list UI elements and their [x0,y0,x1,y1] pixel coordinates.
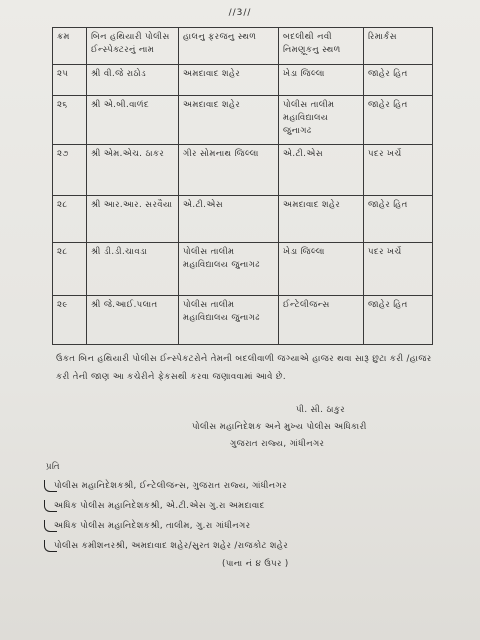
cell-remarks: જાહેર હિત [364,96,433,145]
cell-serial: ૨૮ [53,196,87,243]
signatory-place: ગુજરાત રાજ્ય, ગાંધીનગર [230,439,325,449]
handwritten-tick-icon [44,480,57,492]
cell-serial: ૨૭ [53,145,87,196]
table-row [53,65,433,96]
cell-serial: ૨૮ [53,243,87,296]
table-row [53,243,433,296]
handwritten-tick-icon [44,500,57,512]
list-item [54,496,434,516]
cell-officer-name: શ્રી આર.આર. સરવૈયા [87,196,179,243]
cell-officer-name: શ્રી એમ.એચ. ઠાકર [87,145,179,196]
cell-remarks: જાહેર હિત [364,296,433,345]
cell-new-post: અમદાવાદ શહેર [279,196,364,243]
table-header-row [53,28,433,65]
cell-current-post: અમદાવાદ શહેર [179,65,279,96]
cell-remarks: પદર ખર્ચે [364,145,433,196]
transfer-table [52,27,433,345]
list-item [54,516,434,536]
continued-note: (પાના નં ૪ ઉપર ) [222,559,289,569]
table-row [53,196,433,243]
signatory-name: પી. સી. ઠાકુર [296,405,346,415]
cell-current-post: એ.ટી.એસ [179,196,279,243]
header-officer-name: બિન હથિયારી પોલીસ ઈન્સ્પેક્ટરનું નામ [87,28,179,65]
handwritten-tick-icon [44,540,57,552]
cell-new-post: ખેડા જિલ્લા [279,243,364,296]
handwritten-tick-icon [44,520,57,532]
table-row [53,145,433,196]
cell-new-post: ખેડા જિલ્લા [279,65,364,96]
table-row [53,96,433,145]
list-item [54,536,434,556]
cell-serial: ૨૫ [53,65,87,96]
cell-officer-name: શ્રી વી.જે રાઠોડ [87,65,179,96]
table-row [53,296,433,345]
cell-officer-name: શ્રી ડી.ડી.ચાવડા [87,243,179,296]
header-remarks: રિમાર્કસ [364,28,433,65]
cell-officer-name: શ્રી જે.આઈ.પલાત [87,296,179,345]
copy-recipient: પોલીસ કમીશનરશ્રી, અમદાવાદ શહેર/સુરત શહેર /રાજકોટ શહેર [54,541,289,551]
cell-current-post: પોલીસ તાલીમ મહાવિદ્યાલય જુનાગઢ [179,243,279,296]
cell-current-post: પોલીસ તાલીમ મહાવિદ્યાલય જુનાગઢ [179,296,279,345]
copy-recipient: અધિક પોલીસ મહાનિદેશકશ્રી, તાલીમ, ગુ.રા ગાંધીનગર [54,521,251,531]
page-number: //3// [228,8,252,18]
list-item [54,476,434,496]
cell-current-post: ગીર સોમનાથ જિલ્લા [179,145,279,196]
cell-new-post: ઈન્ટેલીજન્સ [279,296,364,345]
header-current-post: હાલનુ ફરજનુ સ્થળ [179,28,279,65]
copy-recipient: પોલીસ મહાનિદેશકશ્રી, ઈન્ટેલીજન્સ, ગુજરાત રાજ્ય, ગાંધીનગર [54,481,287,491]
copy-to-label: પ્રતિ [46,462,60,472]
cell-new-post: એ.ટી.એસ [279,145,364,196]
cell-current-post: અમદાવાદ શહેર [179,96,279,145]
signature-block [192,402,452,453]
cell-new-post: પોલીસ તાલીમ મહાવિદ્યાલય જુનાગઢ [279,96,364,145]
copy-to-list [54,476,434,556]
header-serial: ક્રમ [53,28,87,65]
cell-remarks: જાહેર હિત [364,65,433,96]
copy-recipient: અધિક પોલીસ મહાનિદેશકશ્રી, એ.ટી.એસ ગુ.રા અમદાવાદ [54,501,265,511]
cell-remarks: પદર ખર્ચે [364,243,433,296]
cell-remarks: જાહેર હિત [364,196,433,243]
cell-serial: ૨૬ [53,96,87,145]
cell-serial: ૨૯ [53,296,87,345]
header-new-post: બદલીથી નવી નિમણૂકનુ સ્થળ [279,28,364,65]
signatory-title: પોલીસ મહાનિદેશક અને મુખ્ય પોલીસ અધિકારી [192,422,367,432]
cell-officer-name: શ્રી એ.બી.વાળંદ [87,96,179,145]
instruction-paragraph: ઉકત બિન હથિયારી પોલીસ ઈન્સ્પેકટરોને તેમની બદલીવાળી જગ્યાએ હાજર થવા સારૂ છુટા કરી /હાજર કરી તેની જાણ આ કચેરીને ફેકસથી કરવા જણાવવામાં આવે છે. [56,354,432,382]
